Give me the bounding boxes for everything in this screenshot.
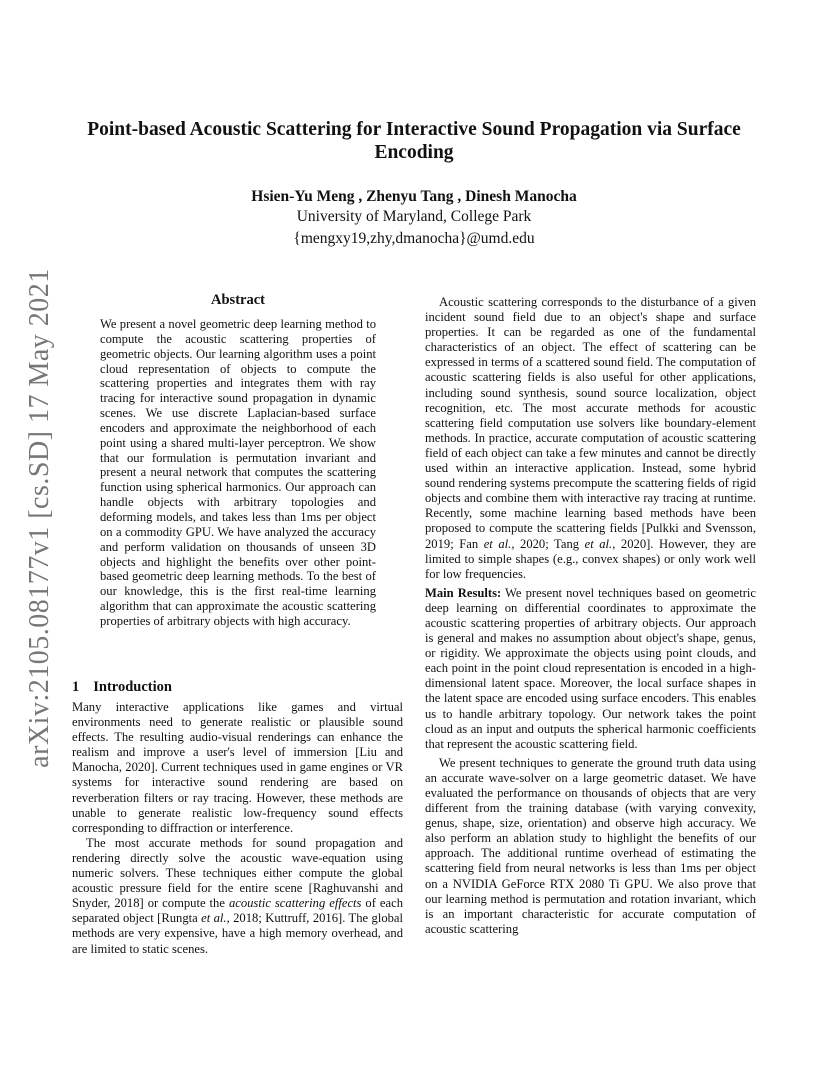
intro-paragraph-2 (72, 836, 403, 957)
text-run: Acoustic scattering corresponds to the disturbance of a given incident sound field due to an object's shape and surface properties. It can be regarded as one of the fundamental characteristics of an object. The effect of scattering can be expressed in terms of a scattered sound field. The computation of acoustic scattering fields is also useful for other applications, including sound synthesis, sound source localization, object recognition, etc. The most accurate methods for acoustic scattering field computation use solvers like boundary-element methods. In practice, accurate computation of acoustic scattering field of each object can take a few minutes and cannot be directly used within an interactive application. Instead, some hybrid sound rendering systems precompute the scattering fields of rigid objects and combine them with interactive ray tracing at runtime. Recently, some machine learning based methods have been proposed to compute the scattering fields [Pulkki and Svensson, 2019; Fan (425, 295, 756, 551)
main-results-lead: Main Results: (425, 585, 502, 600)
abstract-text: We present a novel geometric deep learning method to compute the acoustic scattering properties of geometric objects. Our learning algorithm uses a point cloud representation of objects to compute the scattering properties and integrates them with ray tracing for interactive sound propagation in dynamic scenes. We use discrete Laplacian-based surface encoders and approximate the neighborhood of each point using a shared multi-layer perceptron. We show that our formulation is permutation invariant and present a neural network that computes the scattering function using spherical harmonics. Our approach can handle objects with arbitrary topologies and deforming models, and takes less than 1ms per object on a commodity GPU. We have analyzed the accuracy and perform validation on thousands of unseen 3D objects and highlight the benefits over other point-based geometric deep learning methods. To the best of our knowledge, this is the first real-time learning algorithm that can approximate the acoustic scattering properties of arbitrary objects with high accuracy. (100, 317, 376, 628)
text-run: , 2020; Tang (511, 536, 585, 551)
section-title: Introduction (93, 679, 172, 695)
intro-paragraph-1: Many interactive applications like games and virtual environments need to generate realistic or plausible sound effects. The resulting audio-visual renderings can enhance the realism and improve a user's level of immersion [Liu and Manocha, 2020]. Current techniques used in game engines or VR systems for interactive sound rendering are based on reverberation filters or ray tracing. However, these methods are unable to generate realistic low-frequency sound effects corresponding to diffraction or interference. (72, 700, 403, 835)
emphasis-text: acoustic scattering effects (228, 896, 362, 911)
arxiv-id: arXiv:2105.08177v1 [cs.SD] 17 May 2021 (24, 268, 55, 768)
main-results-paragraph (425, 586, 756, 752)
left-column-body (72, 700, 403, 957)
right-paragraph-3: We present techniques to generate the ground truth data using an accurate wave-solver on a large geometric dataset. We have evaluated the performance on thousands of objects that are very different from the training database (with varying convexity, genus, shape, size, orientation) and observe high accuracy. We also perform an ablation study to highlight the benefits of our approach. The additional runtime overhead of estimating the scattering field from neural networks is less than 1ms per object on a NVIDIA GeForce RTX 2080 Ti GPU. We also prove that our learning method is permutation and rotation invariant, which is an important characteristic for accurate computation of acoustic scattering (425, 755, 756, 936)
paper-title: Point-based Acoustic Scattering for Interactive Sound Propagation via Surface Encoding (87, 119, 741, 163)
citation-etal: et al. (584, 536, 613, 551)
text-run: , 2018; Kuttruff, 2016]. The global methods are very expensive, have a high memory overhead, and are limited to static scenes. (72, 911, 403, 956)
arxiv-side-stamp (18, 268, 62, 768)
text-run: We present novel techniques based on geometric deep learning on differential coordinates to approximate the acoustic scattering properties of arbitrary objects. Our approach is general and makes no assumption about object's shape, genus, or rigidity. We approximate the objects using point clouds, and each point in the point cloud representation is encoded in a high-dimensional latent space. Moreover, the local surface shapes in the latent space are encoded using surface encoders. This enables us to handle arbitrary topology. Our network takes the point cloud as an input and outputs the spherical harmonic coefficients that represent the acoustic scattering field. (425, 585, 756, 751)
citation-etal: et al. (201, 911, 227, 926)
right-paragraph-1 (425, 295, 756, 582)
text-run: The most accurate methods for sound propagation and rendering directly solve the acoustic wave-equation using numeric solvers. These techniques either compute the global acoustic pressure field for the entire scene [Raghuvanshi and Snyder, 2018] or compute the (72, 835, 403, 911)
author-email: {mengxy19,zhy,dmanocha}@umd.edu (293, 230, 535, 247)
affiliation: University of Maryland, College Park (296, 208, 532, 225)
text-run: , 2020]. However, they are limited to simple shapes (e.g., convex shapes) or only work well for low frequencies. (425, 536, 757, 581)
right-column-body (425, 295, 756, 937)
section-heading-introduction (72, 679, 172, 696)
author-list: Hsien-Yu Meng , Zhenyu Tang , Dinesh Manocha (251, 188, 577, 205)
citation-etal: et al. (483, 536, 512, 551)
abstract-heading: Abstract (211, 292, 265, 308)
text-run: of each separated object [Rungta (72, 896, 403, 926)
section-number: 1 (72, 679, 80, 695)
